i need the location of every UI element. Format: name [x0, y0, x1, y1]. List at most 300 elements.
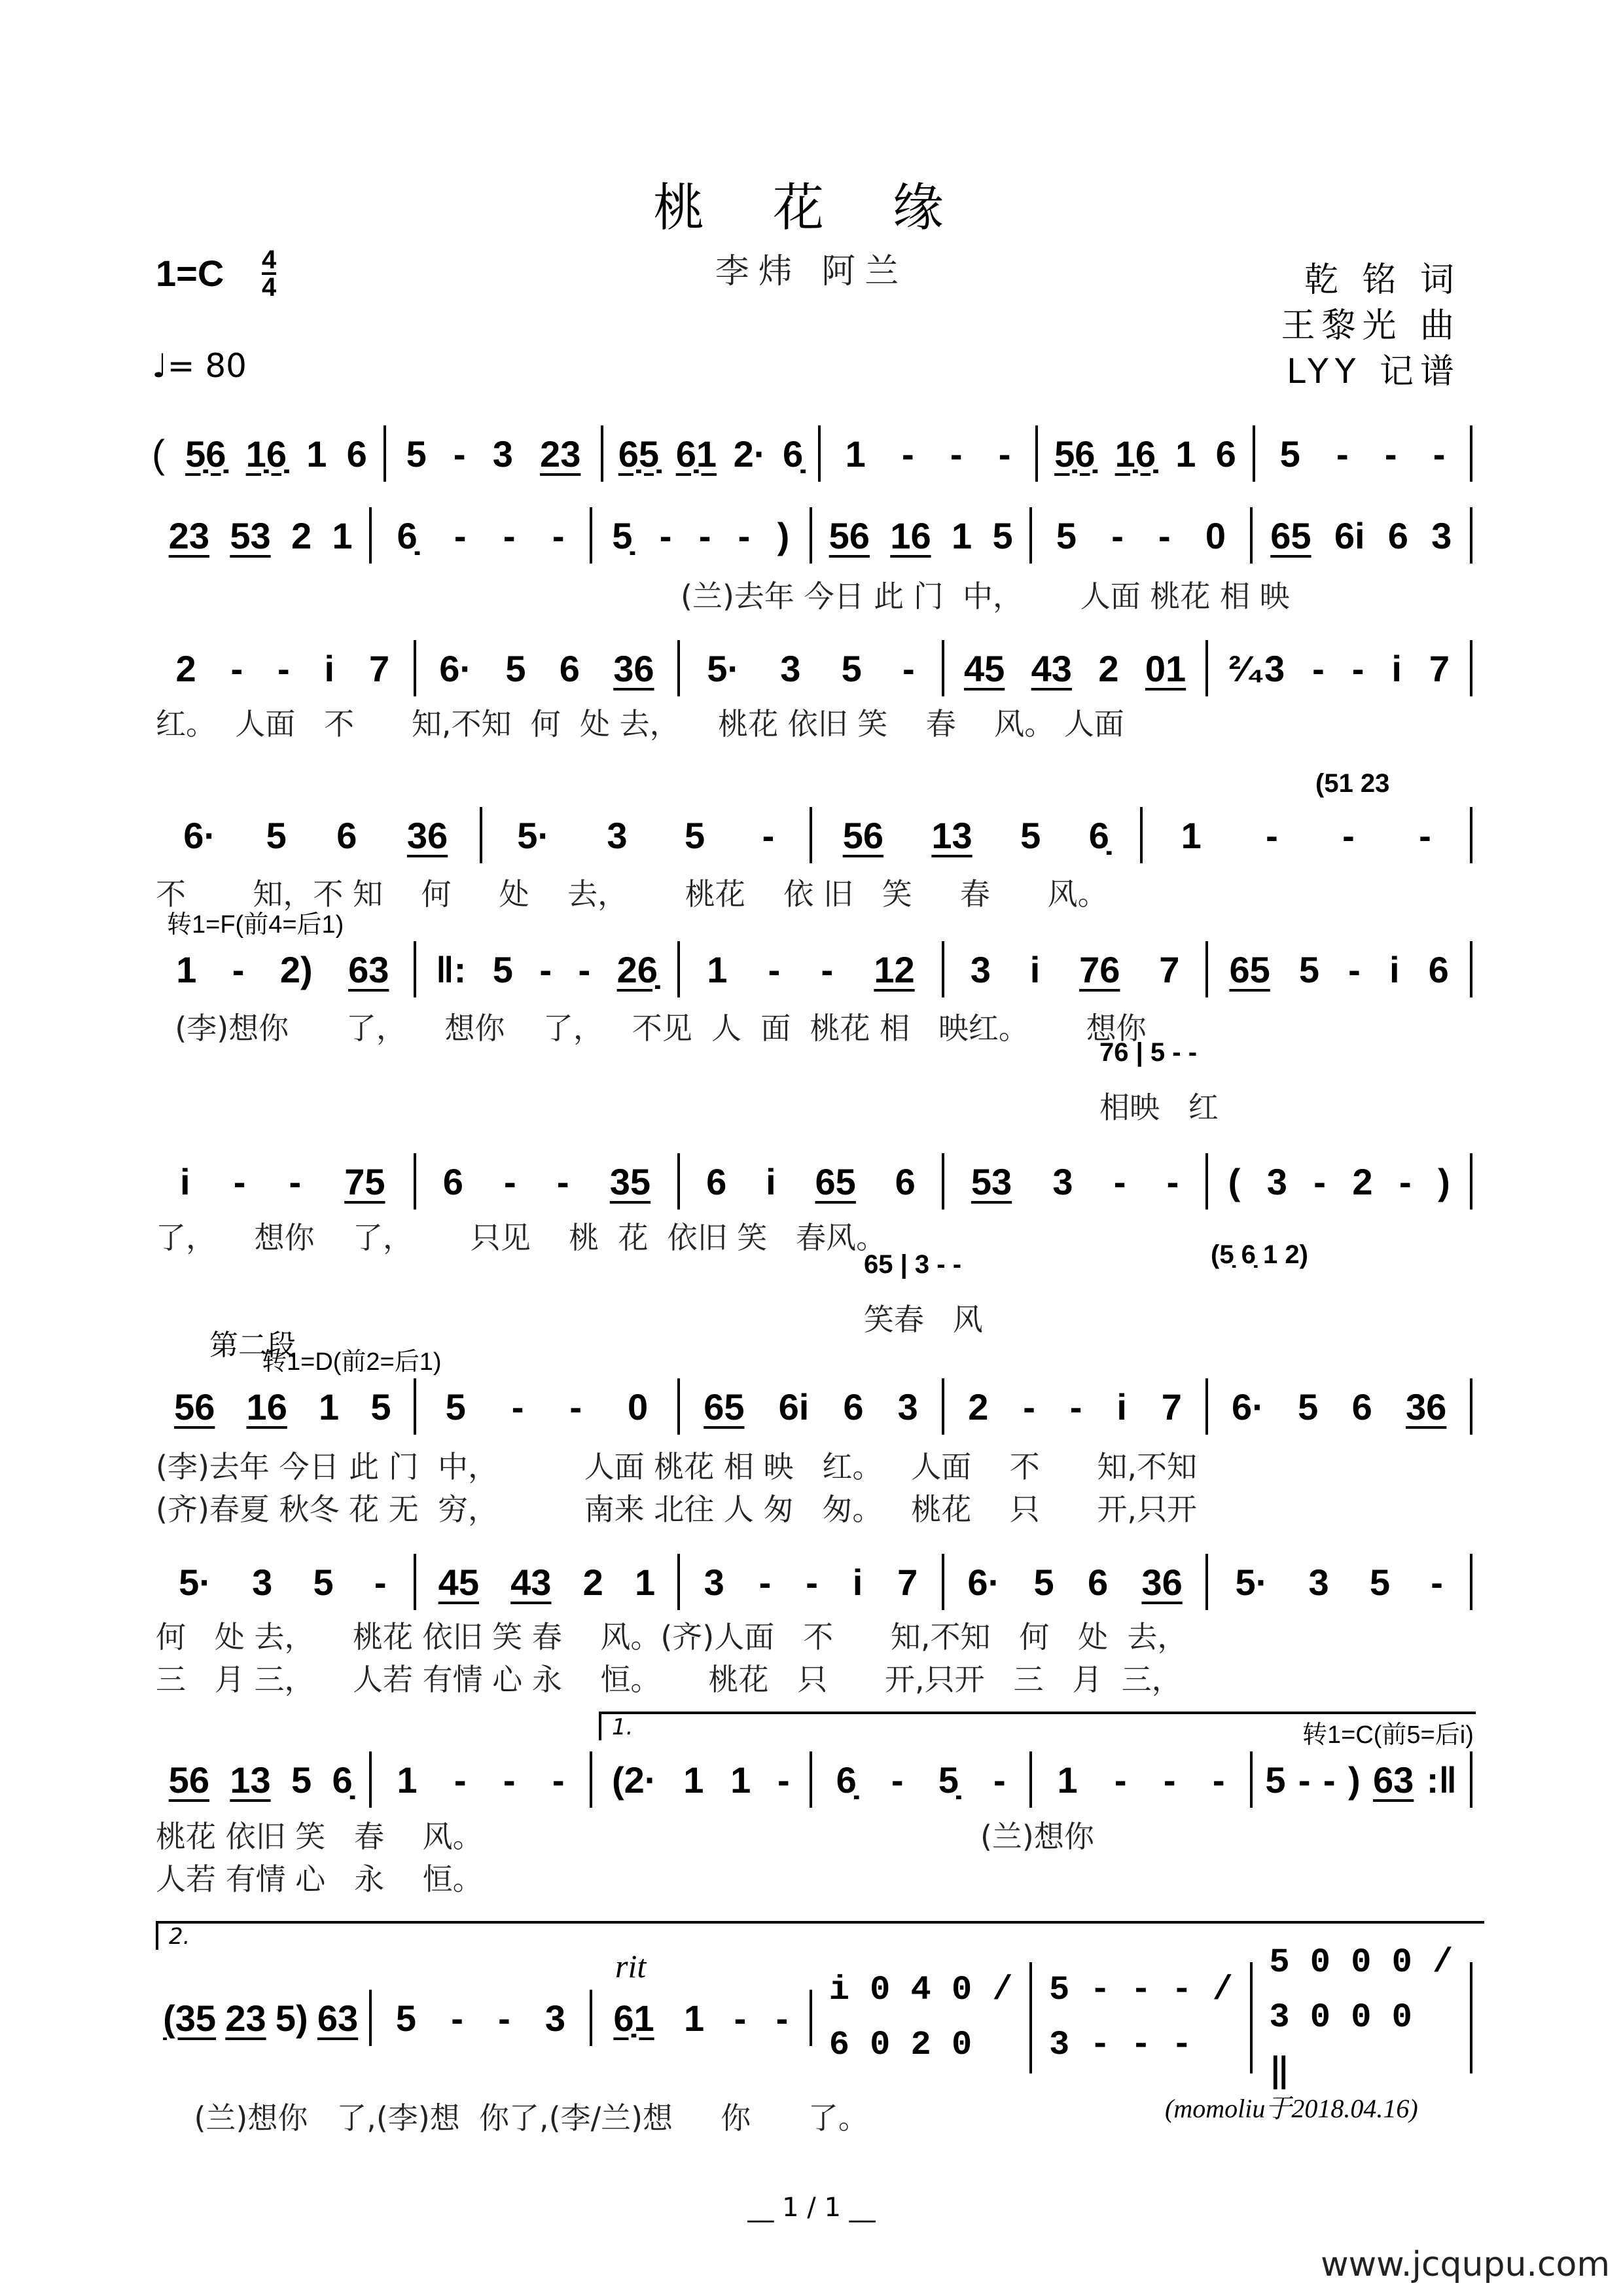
note-group: -	[734, 1997, 747, 2039]
note-group: 2	[291, 514, 312, 556]
measure	[386, 425, 603, 482]
note-group: 23	[168, 514, 209, 556]
note-group: 2	[1352, 1160, 1373, 1202]
note-group: 56	[842, 814, 883, 856]
note-group: -	[230, 647, 243, 689]
note-group: 5	[492, 948, 513, 990]
note-group: -	[901, 433, 914, 475]
measure	[152, 1153, 416, 1210]
note-group: 1	[683, 1759, 704, 1801]
note-group: 3	[492, 433, 513, 475]
note-group: 12	[874, 948, 915, 990]
note-group: 6̣	[1088, 814, 1109, 856]
measure	[680, 941, 944, 997]
lyric-line: (李)去年 今日 此 门 中， 人面 桃花 相 映 红。 人面 不 知,不知	[156, 1449, 1198, 1484]
singers: 李炜 阿兰	[715, 252, 908, 291]
note-group: 5)	[275, 1997, 308, 2039]
note-group: -	[891, 1759, 904, 1801]
note-group: -	[1384, 433, 1397, 475]
note-group: 6	[1387, 514, 1408, 556]
lyric-line: 不 知，不 知 何 处 去， 桃花 依 旧 笑 春 风。	[156, 876, 1108, 912]
note-group: -	[454, 1759, 467, 1801]
note-group: 6̣5̣	[618, 433, 660, 475]
note-group: 6	[1351, 1386, 1372, 1427]
note-group: 1	[306, 433, 327, 475]
note-group: 5	[1298, 948, 1320, 990]
note-group: 5·	[179, 1561, 211, 1603]
note-group: 65	[1229, 948, 1270, 990]
score-system	[152, 427, 1472, 480]
note-group: -	[950, 433, 963, 475]
note-group: 1̣6̣	[245, 433, 287, 475]
note-group: 5	[841, 647, 862, 689]
note-group: 5	[406, 433, 427, 475]
two-voice-measure: 5 0 0 0 / 3 0 0 0 ‖	[1269, 1943, 1454, 2092]
note-group: (	[1228, 1160, 1241, 1202]
lyric-line: 何 处 去， 桃花 依旧 笑 春 风。(齐)人面 不 知,不知 何 处 去，	[156, 1619, 1188, 1655]
lyric-line: 了， 想你 了， 只见 桃 花 依旧 笑 春风。	[156, 1220, 887, 1255]
lyric-line: 人若 有情 心 永 恒。	[156, 1861, 483, 1897]
lyric-line: 红。 人面 不 知,不知 何 处 去， 桃花 依旧 笑 春 风。 人面	[156, 706, 1124, 742]
note-group: 16	[246, 1386, 287, 1427]
note-group: -	[498, 1997, 510, 2039]
note-group: -	[289, 1160, 302, 1202]
note-group: 5	[395, 1997, 417, 2039]
lyric-line: 三 月 三， 人若 有情 心 永 恒。 桃花 只 开,只开 三 月 三，	[156, 1662, 1182, 1697]
note-group: 1	[684, 1997, 705, 2039]
note-group: 2	[1098, 647, 1119, 689]
note-group: 23	[225, 1997, 266, 2039]
note-group: 1	[176, 948, 197, 990]
measure	[169, 425, 386, 482]
section-label: 第二段	[209, 1329, 296, 1362]
note-group: 5̣6̣	[185, 433, 226, 475]
tempo-marking: ♩= 80	[152, 347, 247, 385]
note-group: -	[552, 514, 565, 556]
measure	[416, 1153, 681, 1210]
note-group: 7	[1429, 647, 1450, 689]
score-system	[152, 1380, 1472, 1433]
measure	[1253, 507, 1472, 564]
rit-marking: rit	[615, 1948, 647, 1984]
measure	[416, 640, 681, 696]
time-sig-bottom: 4	[262, 273, 277, 302]
note-group: 0	[628, 1386, 649, 1427]
note-group: 6	[559, 647, 580, 689]
note-group: 6̣	[397, 514, 418, 556]
score-system	[152, 642, 1472, 694]
note-group: -	[758, 1561, 772, 1603]
note-group: 3	[1052, 1160, 1073, 1202]
note-group: -	[569, 1386, 582, 1427]
measure	[592, 1751, 812, 1808]
note-group: 5̣6̣	[1054, 433, 1096, 475]
volta-bracket: 1.	[599, 1712, 1476, 1740]
note-group: -	[1111, 514, 1124, 556]
note-group: 65	[1270, 514, 1311, 556]
note-group: 56	[829, 514, 870, 556]
key-signature: 1=C	[156, 253, 224, 294]
note-group: 5·	[1235, 1561, 1268, 1603]
note-group: -	[578, 948, 591, 990]
measure	[812, 1962, 1032, 2073]
note-group: -	[232, 948, 245, 990]
measure	[944, 1153, 1209, 1210]
note-group: -	[1158, 514, 1171, 556]
measure	[812, 507, 1032, 564]
page-number: __ 1 / 1 __	[747, 2193, 876, 2223]
note-group: 43	[1031, 647, 1072, 689]
note-group: 1̣6̣	[1115, 433, 1156, 475]
note-group: 2)	[279, 948, 313, 990]
measure	[1208, 1153, 1472, 1210]
song-title: 桃 花 缘	[653, 179, 970, 238]
note-group: 36	[1141, 1561, 1183, 1603]
note-group: 2	[582, 1561, 603, 1603]
modulation-mark: 转1=C(前5=后i)	[1302, 1721, 1474, 1749]
note-group: -	[1114, 1759, 1127, 1801]
note-group: 6	[1087, 1561, 1109, 1603]
score-system	[152, 1753, 1472, 1806]
note-group: 5	[266, 814, 287, 856]
measure	[1255, 425, 1472, 482]
note-group: -	[1023, 1386, 1035, 1427]
note-group: 45	[963, 647, 1005, 689]
note-group: 6·	[1232, 1386, 1264, 1427]
measure	[1032, 507, 1252, 564]
note-group: 1	[634, 1561, 656, 1603]
two-voice-measure: i 0 4 0 / 6 0 2 0	[829, 1971, 1013, 2064]
two-voice-measure: 5 - - - / 3 - - -	[1049, 1971, 1233, 2064]
note-group: 5	[313, 1561, 334, 1603]
note-group: -	[806, 1561, 818, 1603]
note-group: 7	[1159, 948, 1180, 990]
note-group: 7	[897, 1561, 918, 1603]
note-group: 6	[1215, 433, 1236, 475]
note-group: -	[768, 948, 781, 990]
note-group: 63	[348, 948, 389, 990]
note-group: 56	[168, 1759, 209, 1801]
score-system	[152, 1155, 1472, 1208]
measure	[812, 807, 1143, 863]
note-group: 6	[895, 1160, 916, 1202]
note-group: 3	[1266, 1160, 1287, 1202]
note-group: 3	[544, 1997, 566, 2039]
note-group: -	[1351, 647, 1364, 689]
time-signature	[262, 247, 276, 300]
note-group: ‖:	[435, 948, 467, 990]
note-group: 3	[780, 647, 801, 689]
note-group: -	[1069, 1386, 1082, 1427]
modulation-mark: 转1=D(前2=后1)	[262, 1348, 442, 1376]
measure	[812, 1751, 1032, 1808]
note-group: -	[1298, 1759, 1311, 1801]
note-group: (2·	[612, 1759, 657, 1801]
note-group: 6̣	[783, 433, 804, 475]
note-group: -	[777, 1759, 790, 1801]
note-group: 3	[1308, 1561, 1329, 1603]
lyric-line: 桃花 依旧 笑 春 风。 (兰)想你	[156, 1819, 1094, 1854]
note-group: -	[762, 814, 775, 856]
score-system	[152, 1556, 1472, 1608]
note-group: i	[1391, 647, 1402, 689]
measure	[152, 1990, 372, 2046]
note-group: 16	[890, 514, 931, 556]
lyric-line: (兰)去年 今日 此 门 中， 人面 桃花 相 映	[681, 579, 1290, 614]
note-group: 13	[230, 1759, 271, 1801]
note-group: 2	[968, 1386, 989, 1427]
note-group: 65	[815, 1160, 856, 1202]
lyric-line: (兰)想你 了,(李)想 你了,(李/兰)想 你 了。	[156, 2100, 868, 2136]
note-group: 3	[704, 1561, 724, 1603]
note-group: -	[738, 514, 751, 556]
note-group: 36	[613, 647, 654, 689]
time-sig-top: 4	[262, 245, 277, 274]
composer: 王黎光 曲	[1281, 306, 1461, 346]
note-group: i	[324, 647, 335, 689]
note-group: 5	[1279, 433, 1300, 475]
note-group: )	[1347, 1759, 1361, 1801]
note-group: 5	[1369, 1561, 1390, 1603]
note-group: 1	[319, 1386, 340, 1427]
measure	[680, 1378, 944, 1435]
note-group: 6·	[183, 814, 217, 856]
note-group: 26̣	[616, 948, 658, 990]
measure	[1253, 1943, 1472, 2092]
note-group: i	[1029, 948, 1041, 990]
note-group: -	[821, 948, 834, 990]
note-group: -	[1313, 1160, 1326, 1202]
note-group: -	[698, 514, 711, 556]
volta-bracket: 2.	[156, 1921, 1484, 1950]
measure	[152, 1378, 416, 1435]
measure	[416, 1378, 681, 1435]
note-group: -	[1266, 814, 1278, 856]
measure	[372, 1751, 592, 1808]
note-group: -	[1336, 433, 1349, 475]
note-group: 6·	[967, 1561, 1001, 1603]
transcriber-signature: (momoliu于2018.04.16)	[1165, 2094, 1418, 2123]
note-group: 65	[704, 1386, 745, 1427]
note-group: i	[1116, 1386, 1127, 1427]
note-group: 45	[438, 1561, 479, 1603]
note-group: 1	[397, 1759, 418, 1801]
note-group: 5	[1298, 1386, 1319, 1427]
note-group: 36	[1406, 1386, 1447, 1427]
note-group: 5	[1020, 814, 1041, 856]
measure	[1208, 1378, 1472, 1435]
note-group: 36	[406, 814, 448, 856]
note-group: -	[277, 647, 290, 689]
note-group: 3	[252, 1561, 273, 1603]
instrumental-cue: (51 23	[1315, 769, 1390, 798]
note-group: -	[504, 1160, 516, 1202]
note-group: -	[1419, 814, 1431, 856]
note-group: 1	[707, 948, 728, 990]
note-group: 6	[1428, 948, 1449, 990]
note-group: (35	[163, 1997, 217, 2039]
note-group: 7	[1161, 1386, 1182, 1427]
note-group: 5·	[707, 647, 740, 689]
note-group: 5	[505, 647, 526, 689]
note-group: -	[1166, 1160, 1179, 1202]
note-group: 1	[1175, 433, 1196, 475]
note-group: 35	[609, 1160, 651, 1202]
lyric-line: (齐)春夏 秋冬 花 无 穷， 南来 北往 人 匆 匆。 桃花 只 开,只开	[156, 1492, 1198, 1527]
note-group: -	[998, 433, 1011, 475]
score-system	[152, 809, 1472, 861]
note-group: )	[777, 514, 790, 556]
note-group: -	[1113, 1160, 1126, 1202]
opening-paren: (	[152, 431, 165, 476]
measure	[152, 941, 416, 997]
note-group: 3	[607, 814, 628, 856]
measure	[821, 425, 1038, 482]
note-group: -	[902, 647, 915, 689]
measure	[152, 807, 482, 863]
note-group: -	[1433, 433, 1446, 475]
note-group: 5	[370, 1386, 391, 1427]
note-group: 6	[346, 433, 367, 475]
measure	[152, 1751, 372, 1808]
measure	[944, 1378, 1209, 1435]
note-group: 2	[175, 647, 196, 689]
lyric-line: (李)想你 了， 想你 了， 不见 人 面 桃花 相 映红。 想你	[156, 1011, 1147, 1046]
note-group: 1	[332, 514, 353, 556]
score-system	[152, 509, 1472, 562]
score-system	[152, 943, 1472, 996]
note-group: 23	[540, 433, 581, 475]
note-group: 6	[706, 1160, 727, 1202]
measure	[1038, 425, 1255, 482]
note-group: -	[1342, 814, 1355, 856]
measure	[372, 1990, 592, 2046]
instrumental-cue: (5̣ 6̣ 1 2)	[1211, 1240, 1308, 1269]
transcriber: LYY 记谱	[1286, 352, 1461, 391]
note-group: 6̣1	[675, 433, 717, 475]
note-group: 5	[992, 514, 1013, 556]
measure	[592, 1990, 812, 2046]
measure	[944, 640, 1209, 696]
note-group: 5	[1033, 1561, 1054, 1603]
measure	[1143, 807, 1473, 863]
note-group: i	[852, 1561, 863, 1603]
note-group: 6̣1	[613, 1997, 654, 2039]
measure	[1253, 1751, 1472, 1808]
note-group: -	[552, 1759, 565, 1801]
measure	[372, 507, 592, 564]
note-group: 76	[1079, 948, 1120, 990]
note-group: 2·	[733, 433, 766, 475]
note-group: i	[180, 1160, 190, 1202]
note-group: -	[556, 1160, 569, 1202]
note-group: 3	[897, 1386, 918, 1427]
note-group: 6	[336, 814, 357, 856]
note-group: -	[374, 1561, 387, 1603]
measure	[680, 640, 944, 696]
note-group: -	[659, 514, 672, 556]
measure	[592, 507, 812, 564]
note-group: 01	[1145, 647, 1186, 689]
measure	[482, 807, 813, 863]
measure	[944, 941, 1209, 997]
note-group: -	[1348, 948, 1361, 990]
note-group: 1	[951, 514, 972, 556]
note-group: 5·	[517, 814, 550, 856]
note-group: -	[511, 1386, 524, 1427]
note-group: 5̣	[612, 514, 633, 556]
note-group: )	[1438, 1160, 1450, 1202]
note-group: -	[503, 1759, 516, 1801]
note-group: -	[454, 514, 467, 556]
note-group: -	[1399, 1160, 1412, 1202]
note-group: 13	[931, 814, 972, 856]
note-group: 0	[1205, 514, 1226, 556]
measure	[152, 1554, 416, 1610]
note-group: -	[1323, 1759, 1336, 1801]
note-group: 56	[174, 1386, 215, 1427]
note-group: ²⁄₄3	[1228, 647, 1285, 689]
measure	[1208, 941, 1472, 997]
note-group: 6i	[1334, 514, 1365, 556]
note-group: 7	[368, 647, 390, 689]
measure	[680, 1153, 944, 1210]
note-group: 6i	[778, 1386, 810, 1427]
note-group: 5	[291, 1759, 312, 1801]
measure	[416, 1554, 681, 1610]
measure	[680, 1554, 944, 1610]
measure	[1208, 1554, 1472, 1610]
note-group: -	[233, 1160, 246, 1202]
modulation-mark: 转1=F(前4=后1)	[167, 911, 344, 939]
note-group: 6̣	[332, 1759, 353, 1801]
note-group: 63	[317, 1997, 359, 2039]
lyricist: 乾 铭 词	[1304, 260, 1461, 300]
note-group: i	[766, 1160, 776, 1202]
alt-notes: 76 | 5 - -	[1099, 1038, 1198, 1067]
note-group: 6	[843, 1386, 864, 1427]
note-group: -	[993, 1759, 1006, 1801]
note-group: 43	[510, 1561, 552, 1603]
measure	[603, 425, 821, 482]
note-group: 6·	[439, 647, 473, 689]
alt-lyrics: 笑春 风	[864, 1302, 983, 1337]
note-group: 5	[1265, 1759, 1286, 1801]
note-group: 5̣	[938, 1759, 959, 1801]
note-group: 6̣	[836, 1759, 857, 1801]
note-group: 53	[230, 514, 271, 556]
note-group: 3	[970, 948, 991, 990]
note-group: i	[1389, 948, 1400, 990]
note-group: 5	[1056, 514, 1077, 556]
note-group: -	[776, 1997, 789, 2039]
alt-lyrics: 相映 红	[1099, 1090, 1219, 1125]
measure	[416, 941, 681, 997]
alt-notes: 65 | 3 - -	[864, 1250, 962, 1279]
note-group: -	[1312, 647, 1325, 689]
note-group: 1	[845, 433, 866, 475]
note-group: -	[453, 433, 466, 475]
measure	[1032, 1751, 1252, 1808]
note-group: -	[503, 514, 516, 556]
measure	[152, 507, 372, 564]
note-group: 53	[971, 1160, 1012, 1202]
note-group: 63	[1373, 1759, 1414, 1801]
measure	[152, 640, 416, 696]
measure	[1208, 640, 1472, 696]
measure	[1032, 1962, 1252, 2073]
note-group: -	[1212, 1759, 1225, 1801]
